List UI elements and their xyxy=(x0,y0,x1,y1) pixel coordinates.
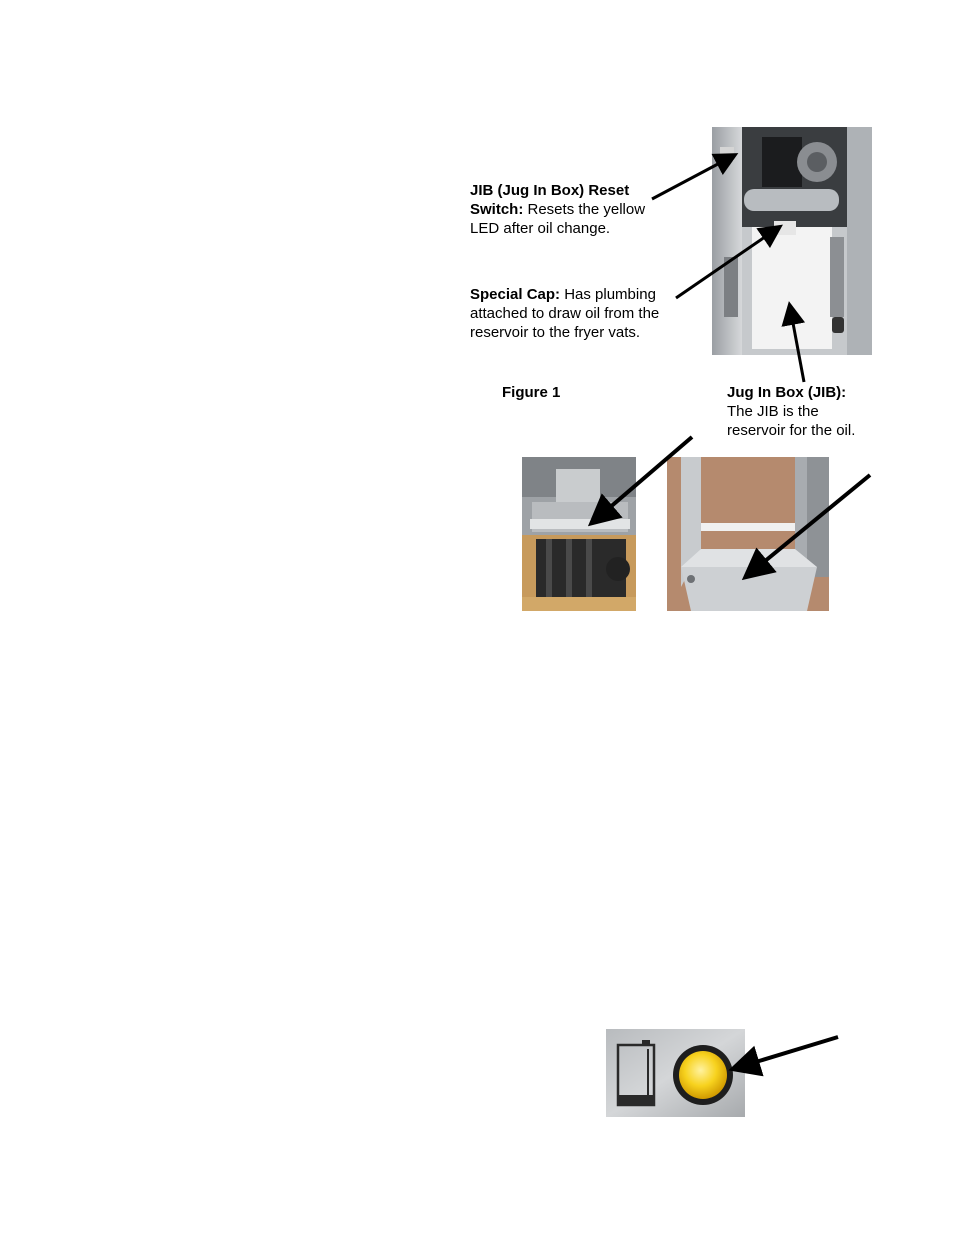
control-panel-photo xyxy=(606,1029,745,1117)
reset-switch-text-2: LED after oil change. xyxy=(470,220,611,237)
reset-switch-title-2: Switch: xyxy=(470,201,524,218)
special-cap-text-1: Has plumbing xyxy=(560,286,656,303)
reset-switch-text-1: Resets the yellow xyxy=(523,201,646,218)
jib-text-1: The JIB is the xyxy=(727,403,819,420)
special-cap-callout xyxy=(470,285,659,342)
jib-callout xyxy=(727,383,855,440)
led-arrow xyxy=(736,1037,838,1068)
jib-bracket-photo xyxy=(667,457,829,611)
special-cap-title: Special Cap: xyxy=(470,286,561,303)
jib-base-photo xyxy=(522,457,636,611)
reset-switch-callout xyxy=(470,181,645,238)
jib-text-2: reservoir for the oil. xyxy=(727,422,856,439)
special-cap-text-2: attached to draw oil from the xyxy=(470,305,660,322)
fryer-cabinet-photo xyxy=(712,127,872,355)
yellow-led-icon xyxy=(679,1051,727,1099)
jib-title: Jug In Box (JIB): xyxy=(727,384,847,401)
figure-caption: Figure 1 xyxy=(502,384,561,401)
special-cap-text-3: reservoir to the fryer vats. xyxy=(470,324,641,341)
reset-switch-title: JIB (Jug In Box) Reset xyxy=(470,182,630,199)
